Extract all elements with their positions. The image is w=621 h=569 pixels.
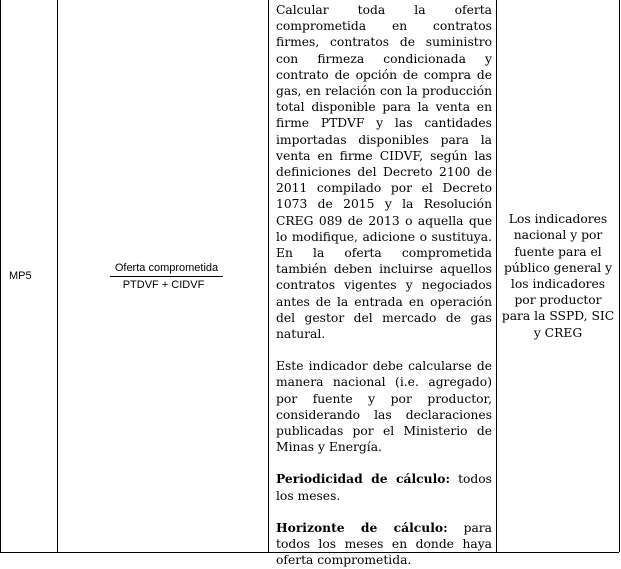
description-paragraph: Este indicador debe calcularse de manera nacional (i.e. agregado) por fuente y por productor, considerando las declaraciones publicadas por el Ministerio de Minas y Energía. bbox=[276, 359, 492, 455]
access-text: Los indicadores nacional y por fuente para el público general y los indicadores por productor para la SSPD, SIC y CREG bbox=[501, 212, 615, 340]
formula-numerator: Oferta comprometida bbox=[114, 261, 219, 274]
horizon-paragraph bbox=[276, 520, 492, 569]
periodicity-paragraph bbox=[276, 471, 492, 503]
formula-denominator: PTDVF + CIDVF bbox=[122, 278, 205, 291]
indicator-code-cell bbox=[1, 0, 57, 552]
horizon-label: Horizonte de cálculo: bbox=[276, 519, 448, 535]
description-cell bbox=[269, 0, 495, 568]
description-paragraph: Calcular toda la oferta comprometida en contratos firmes, contratos de suministro con firmeza condicionada y contrato de opción de compra de gas, en relación con la producción total disponible para la venta en firme PTDVF y las cantidades importadas disponibles para la venta en firme CIDVF, según las definiciones del Decreto 2100 de 2011 compilado por el Decreto 1073 de 2015 y la Resolución CREG 089 de 2013 o aquella que lo modifique, adicione o sustituya. En la oferta comprometida también deben incluirse aquellos contratos vigentes y negociados antes de la entrada en operación del gestor del mercado de gas natural. bbox=[276, 3, 492, 342]
horizon-value: para todos los meses en donde haya oferta comprometida. bbox=[276, 520, 492, 568]
periodicity-value: todos los meses. bbox=[276, 472, 492, 503]
indicator-code: MP5 bbox=[9, 270, 32, 282]
access-cell bbox=[497, 0, 619, 552]
formula-cell bbox=[58, 0, 267, 552]
periodicity-label: Periodicidad de cálculo: bbox=[276, 471, 450, 487]
table-border-right bbox=[619, 0, 620, 552]
